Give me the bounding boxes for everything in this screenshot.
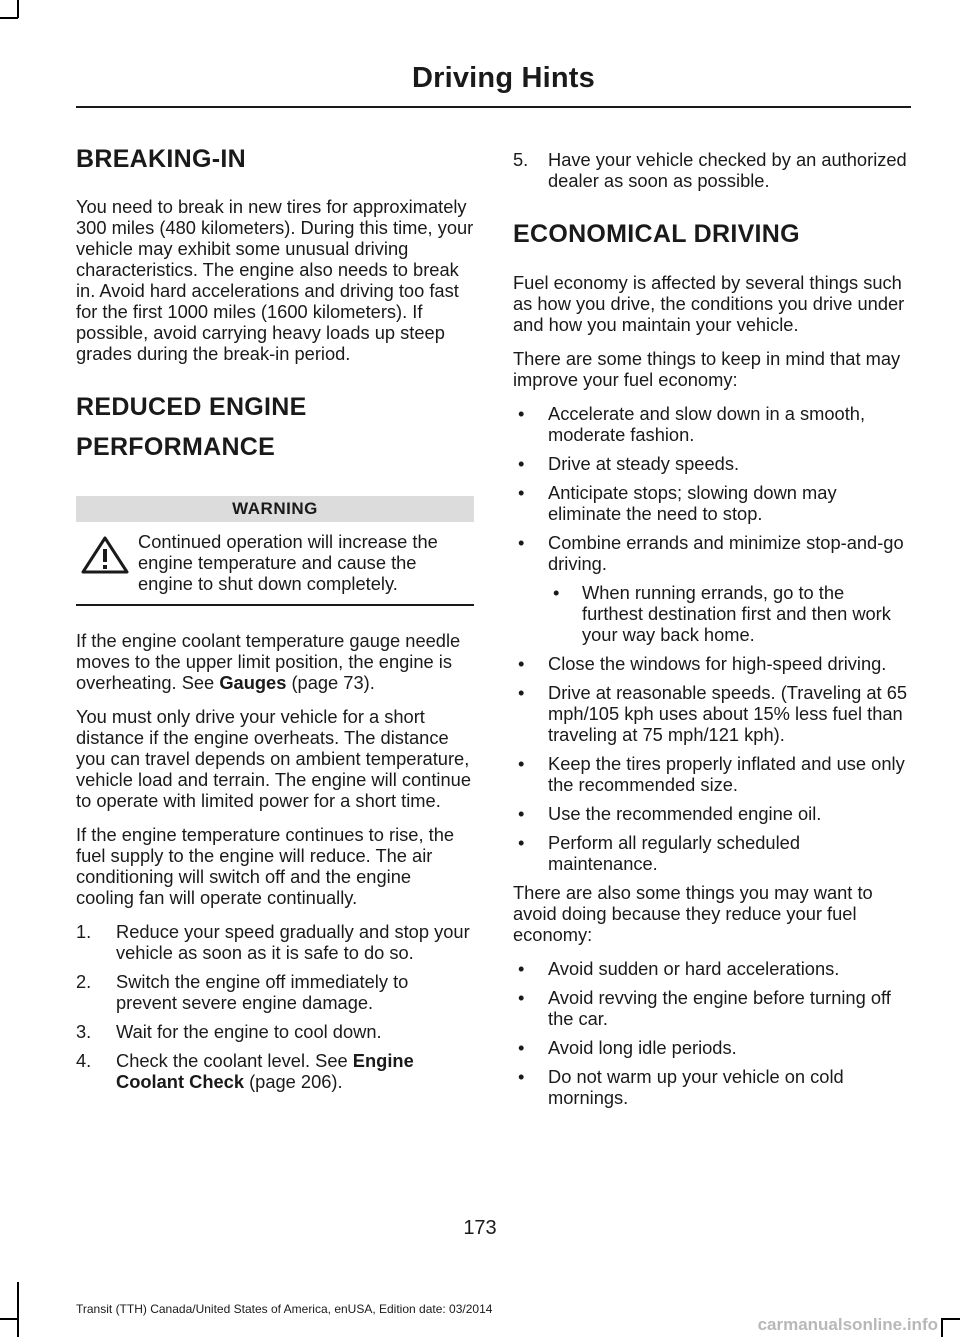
page-number: 173 (463, 1217, 497, 1239)
section-heading-reduced-engine (76, 392, 474, 462)
list-item: 2. Switch the engine off immediately to prevent severe engine damage. (76, 971, 409, 1013)
list-item: • Combine errands and minimize stop-and-go driving. (518, 532, 904, 574)
breaking-in-paragraph: You need to break in new tires for approximately 300 miles (480 kilometers). During this time, your vehicle may exhibit some unusual driving characteristics. The engine also needs to break in. Avoid hard accelerations and driving too fast for the first 1000 miles (1600 kilometers). If possible, avoid carrying heavy loads up steep grades during the break-in period. (76, 196, 474, 364)
list-item: 3. Wait for the engine to cool down. (76, 1021, 382, 1042)
list-item: • Perform all regularly scheduled maintenance. (518, 832, 800, 874)
fuel-economy-paragraph: Fuel economy is affected by several things such as how you drive, the conditions you drive under and how you maintain your vehicle. (513, 272, 905, 335)
list-item: • Avoid sudden or hard accelerations. (518, 958, 840, 979)
section-heading-economical-driving: ECONOMICAL DRIVING (513, 220, 800, 248)
heading-line-1: REDUCED ENGINE (76, 393, 307, 421)
warning-text: Continued operation will increase the engine temperature and cause the engine to shut down completely. (138, 531, 438, 594)
crop-mark (17, 1282, 19, 1337)
list-item: 5. Have your vehicle checked by an authorized dealer as soon as possible. (513, 149, 907, 191)
warning-body (76, 522, 474, 606)
gauges-link[interactable]: Gauges (219, 672, 287, 693)
list-item: • Accelerate and slow down in a smooth, moderate fashion. (518, 403, 866, 445)
list-item: • Drive at steady speeds. (518, 453, 740, 474)
page-title: Driving Hints (411, 62, 595, 94)
crop-mark (0, 1318, 18, 1320)
list-item: 4. Check the coolant level. See Engine Coolant Check (page 206). (76, 1050, 414, 1092)
temperature-rise-paragraph: If the engine temperature continues to rise, the fuel supply to the engine will reduce. The air conditioning will switch off and the engine cooling fan will operate continually. (76, 824, 455, 908)
crop-mark (17, 0, 19, 18)
list-item: • Anticipate stops; slowing down may eliminate the need to stop. (518, 482, 837, 524)
crop-mark (941, 1318, 960, 1320)
list-item: • Close the windows for high-speed driving. (518, 653, 887, 674)
short-distance-paragraph: You must only drive your vehicle for a short distance if the engine overheats. The distance you can travel depends on ambient temperature, vehicle load and terrain. The engine will continue to operate with limited power for a short time. (76, 706, 471, 811)
section-heading-breaking-in: BREAKING-IN (76, 145, 246, 173)
right-column (513, 149, 908, 1116)
list-item: • Use the recommended engine oil. (518, 803, 822, 824)
list-item: • Avoid long idle periods. (518, 1037, 737, 1058)
avoid-list (513, 958, 908, 1108)
warning-box (76, 496, 474, 606)
improve-intro-paragraph: There are some things to keep in mind that may improve your fuel economy: (513, 348, 901, 390)
heading-line-2: PERFORMANCE (76, 433, 276, 461)
list-item: 1. Reduce your speed gradually and stop your vehicle as soon as it is safe to do so. (76, 921, 470, 963)
overheat-paragraph: If the engine coolant temperature gauge needle moves to the upper limit position, the engine is overheating. See Gauges (page 73). (76, 630, 461, 693)
warning-title: WARNING (76, 496, 474, 522)
list-item: • Do not warm up your vehicle on cold mornings. (518, 1066, 844, 1108)
list-item: • Drive at reasonable speeds. (Traveling at 65 mph/105 kph uses about 15% less fuel than traveling at 75 mph/121 kph). (518, 682, 908, 745)
left-column (76, 144, 474, 1100)
warning-triangle-icon (80, 535, 130, 575)
crop-mark (0, 17, 18, 19)
header-divider (76, 106, 911, 108)
watermark[interactable]: carmanualsonline.info (757, 1315, 938, 1334)
sub-list-item: • When running errands, go to the furthest destination first and then work your way back home. (553, 582, 891, 645)
steps-list (76, 921, 474, 1092)
avoid-intro-paragraph: There are also some things you may want to avoid doing because they reduce your fuel economy: (513, 882, 873, 945)
edition-info: Transit (TTH) Canada/United States of America, enUSA, Edition date: 03/2014 (76, 1302, 493, 1316)
list-item: • Keep the tires properly inflated and use only the recommended size. (518, 753, 905, 795)
improve-list (513, 403, 908, 874)
engine-coolant-check-link[interactable]: Engine Coolant Check (116, 1050, 414, 1092)
list-item: • Avoid revving the engine before turning off the car. (518, 987, 891, 1029)
crop-mark (941, 1320, 943, 1337)
